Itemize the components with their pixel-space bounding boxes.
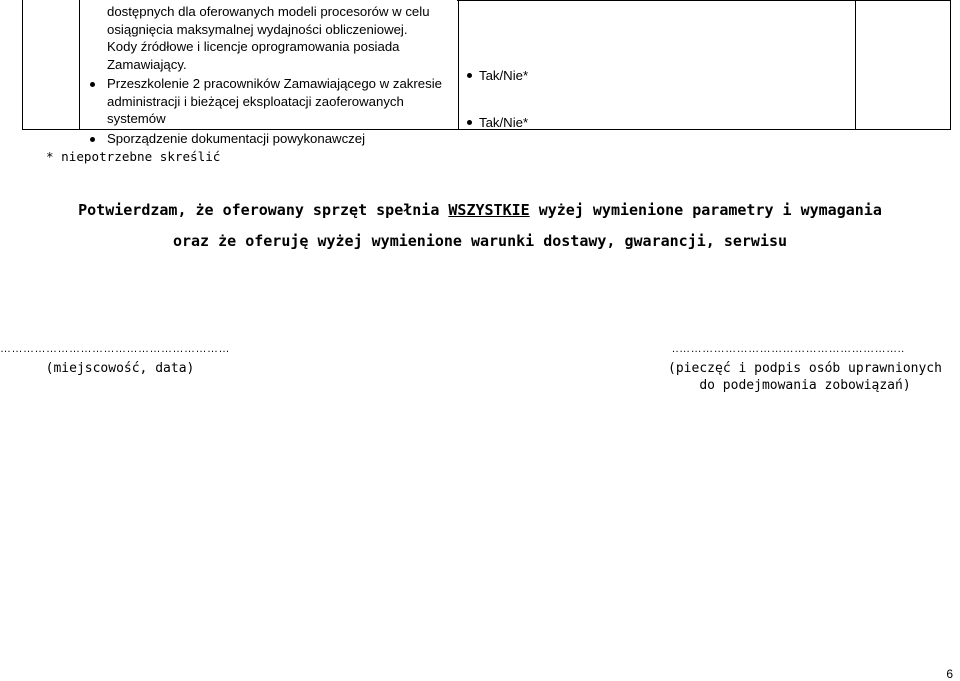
bullet-icon: [467, 73, 472, 78]
column-divider: [79, 0, 80, 129]
bullet-training: [85, 75, 450, 128]
page-number: 6: [946, 667, 953, 681]
place-date-label: (miejscowość, data): [45, 361, 195, 376]
confirmation-text: wyżej wymienione parametry i wymagania: [529, 201, 882, 219]
confirmation-text: Potwierdzam, że oferowany sprzęt spełnia: [78, 201, 449, 219]
confirmation-line-1: [0, 201, 960, 219]
signature-dots: ..…………………………………………………..: [672, 343, 905, 355]
description-line: Kody źródłowe i licencje oprogramowania posiada: [107, 39, 400, 54]
emphasis-text: WSZYSTKIE: [448, 201, 530, 219]
signature-label: [655, 360, 955, 394]
description-line: osiągnięcia maksymalnej wydajności obliczeniowej.: [107, 21, 408, 37]
footnote: * niepotrzebne skreślić: [46, 149, 221, 164]
column-divider: [458, 0, 459, 129]
answer-documentation: [467, 114, 528, 131]
signature-label-line: do podejmowania zobowiązań): [699, 378, 911, 393]
bullet-documentation: [85, 130, 450, 148]
bullet-icon: [90, 82, 95, 87]
place-date-dots: ……………………………………………………: [0, 343, 230, 355]
confirmation-line-2: oraz że oferuję wyżej wymienione warunki dostawy, gwarancji, serwisu: [172, 232, 788, 250]
bullet-text: Sporządzenie dokumentacji powykonawczej: [107, 130, 366, 146]
description-line: dostępnych dla oferowanych modeli procesorów w celu: [107, 4, 430, 19]
bullet-text: Przeszkolenie 2 pracowników Zamawiającego w zakresie administracji i bieżącej eksploatacji zaoferowanych systemów: [107, 76, 442, 126]
signature-label-line: (pieczęć i podpis osób uprawnionych: [668, 361, 942, 376]
answer-training: [467, 67, 528, 84]
requirement-description: [85, 3, 450, 147]
answer-text: Tak/Nie*: [479, 68, 529, 83]
answer-text: Tak/Nie*: [479, 115, 529, 130]
description-line: Zamawiający.: [107, 56, 187, 72]
bullet-icon: [467, 120, 472, 125]
column-divider: [855, 0, 856, 129]
bullet-icon: [90, 137, 95, 142]
